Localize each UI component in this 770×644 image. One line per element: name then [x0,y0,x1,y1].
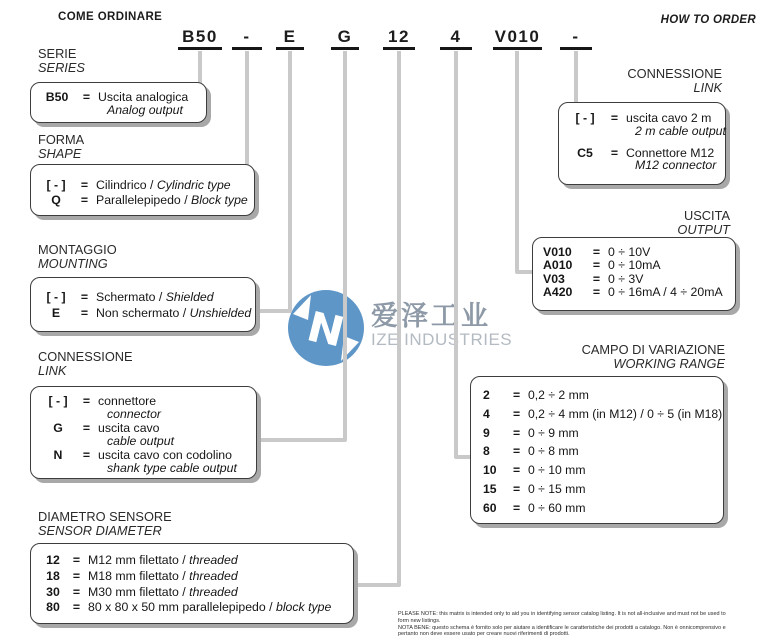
label-diametro: DIAMETRO SENSORE SENSOR DIAMETER [38,509,172,538]
code-segment-diameter: 12 [383,28,415,50]
label-campo: CAMPO DI VARIAZIONE WORKING RANGE [581,342,725,371]
box-campo: 2 = 0,2 ÷ 2 mm 4 = 0,2 ÷ 4 mm (in M12) / 0 ÷ 5 (in M18) 9 = 0 ÷ 9 mm 8 = 0 ÷ 8 mm 10 = 0 ÷ 10 mm 15 = 0 ÷ 15 mm 60 = 0 ÷ 60 mm [470,376,724,524]
code-segment-link2: - [560,28,592,50]
box-montaggio: [ - ] = Schermato / Shielded E = Non schermato / Unshielded [30,277,256,332]
box-serie: B50 = Uscita analogica Analog output [30,82,207,123]
line-mounting [257,51,290,311]
box-connessione-left: [ - ] = connettore connector G = uscita cavo cable output N = uscita cavo con codolino shank type cable output [30,386,257,479]
watermark-chinese-text: 爱泽工业 [371,301,491,331]
page-title-english: HOW TO ORDER [660,14,756,26]
label-uscita: USCITA OUTPUT [677,208,730,237]
code-segment-link: G [331,28,359,50]
label-connessione-right: CONNESSIONE LINK [627,66,722,95]
label-serie: SERIE SERIES [38,46,85,75]
label-forma: FORMA SHAPE [38,132,85,161]
line-diameter [355,51,399,585]
box-forma: [ - ] = Cilindrico / Cylindric type Q = Parallelepipedo / Block type [30,164,255,216]
code-segment-series: B50 [178,28,222,50]
footnote: PLEASE NOTE: this matrix is intended only to aid you in identifying sensor catalog listing. It is not all-inclusive and must not be used to form new listings. NOTA BENE: questo schema è fornito solo per aiutare a identificare le caratteristiche dei prodotti a catalogo. Non è onnicomprensivo e pertanto non deve essere usato per creare nuovi riferimenti di prodotti. [398,611,726,638]
code-segment-shape: - [232,28,262,50]
watermark-latin-text: IZE INDUSTRIES [371,330,513,349]
box-diametro: 12 = M12 mm filettato / threaded 18 = M18 mm filettato / threaded 30 = M30 mm filettato / threaded 80 = 80 x 80 x 50 mm parallelepipedo / block type [30,543,354,624]
line-output [517,51,533,272]
code-segment-mounting: E [276,28,304,50]
code-segment-range: 4 [440,28,472,50]
code-segment-output: V010 [493,28,542,50]
line-link-left [258,51,345,440]
page-title-italian: COME ORDINARE [58,11,163,23]
box-connessione-right: [ - ] = uscita cavo 2 m 2 m cable output C5 = Connettore M12 M12 connector [558,102,726,185]
label-montaggio: MONTAGGIO MOUNTING [38,242,117,271]
label-connessione-left: CONNESSIONE LINK [38,349,133,378]
box-uscita: V010 = 0 ÷ 10V A010 = 0 ÷ 10mA V03 = 0 ÷ 3V A420 = 0 ÷ 16mA / 4 ÷ 20mA [532,237,736,311]
